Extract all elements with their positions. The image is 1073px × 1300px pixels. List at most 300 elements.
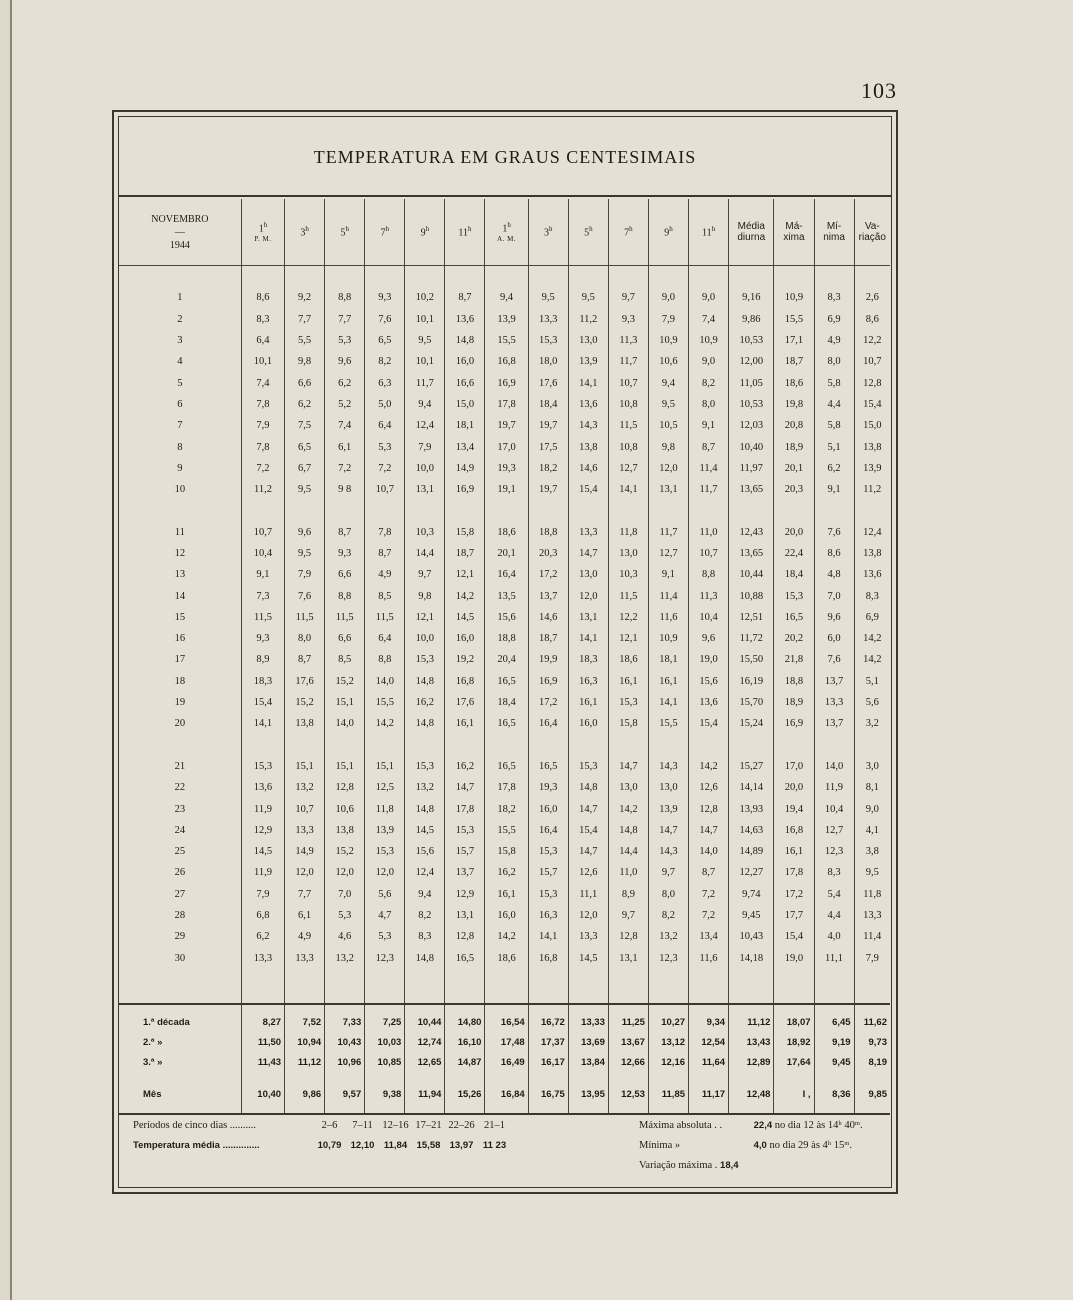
value-cell: 18,1 xyxy=(648,649,688,670)
value-cell: 8,7 xyxy=(689,862,729,883)
value-cell: 14,8 xyxy=(445,330,485,351)
value-cell: 15,2 xyxy=(325,671,365,692)
value-cell: 13,8 xyxy=(854,543,890,564)
summary-value: 16,75 xyxy=(528,1085,568,1105)
value-cell: 5,8 xyxy=(814,372,854,393)
day-cell: 16 xyxy=(174,633,186,645)
max-variation-label: Variação máxima . xyxy=(639,1160,718,1171)
value-cell: 9,86 xyxy=(729,309,774,330)
period-temp: 10,79 xyxy=(317,1140,342,1151)
value-cell: 16,5 xyxy=(485,756,528,777)
hour-header xyxy=(648,199,688,266)
summary-value: 10,27 xyxy=(648,1013,688,1033)
value-cell: 14,7 xyxy=(568,798,608,819)
spacer-cell xyxy=(285,969,325,1004)
value-cell: 7,6 xyxy=(285,585,325,606)
value-cell: 8,8 xyxy=(365,649,405,670)
decade-gap-row xyxy=(119,735,890,756)
value-cell: 17,5 xyxy=(528,436,568,457)
period-temp: 12,10 xyxy=(350,1140,375,1151)
value-cell: 6,2 xyxy=(241,926,284,947)
value-cell: 9,2 xyxy=(285,287,325,308)
gap-cell xyxy=(774,735,814,756)
summary-value: 16,10 xyxy=(445,1033,485,1053)
value-cell: 19,9 xyxy=(528,649,568,670)
summary-value: 10,40 xyxy=(241,1085,284,1105)
value-cell: 15,3 xyxy=(528,884,568,905)
value-cell: 13,1 xyxy=(405,479,445,500)
gap-cell xyxy=(648,500,688,521)
minima-header xyxy=(814,199,854,266)
spacer-cell xyxy=(689,969,729,1004)
value-cell: 16,1 xyxy=(648,671,688,692)
table-row xyxy=(119,692,890,713)
temp-mean-row xyxy=(133,1140,511,1156)
value-cell: 12,51 xyxy=(729,607,774,628)
value-cell: 12,43 xyxy=(729,522,774,543)
value-cell: 9 8 xyxy=(325,479,365,500)
value-cell: 13,0 xyxy=(648,777,688,798)
hour-suffix: h xyxy=(425,225,430,234)
value-cell: 11,72 xyxy=(729,628,774,649)
value-cell: 5,8 xyxy=(814,415,854,436)
summary-label: 3.ª » xyxy=(143,1057,163,1069)
table-row xyxy=(119,543,890,564)
gap-cell xyxy=(241,1073,284,1085)
summary-label: Mês xyxy=(143,1089,162,1101)
value-cell: 9,8 xyxy=(285,351,325,372)
summary-value: 17,48 xyxy=(485,1033,528,1053)
value-cell: 12,0 xyxy=(325,862,365,883)
spacer-cell xyxy=(729,266,774,288)
summary-value: 11,62 xyxy=(854,1013,890,1033)
day-cell: 21 xyxy=(174,760,186,772)
period-range: 22–26 xyxy=(448,1120,475,1131)
table-row xyxy=(119,926,890,947)
gap-cell xyxy=(608,735,648,756)
value-cell: 14,7 xyxy=(608,756,648,777)
gap-cell xyxy=(568,1073,608,1085)
value-cell: 12,9 xyxy=(241,820,284,841)
value-cell: 13,3 xyxy=(568,926,608,947)
value-cell: 14,7 xyxy=(648,820,688,841)
value-cell: 16,9 xyxy=(485,372,528,393)
value-cell: 16,3 xyxy=(528,905,568,926)
value-cell: 13,8 xyxy=(285,713,325,734)
value-cell: 12,6 xyxy=(568,862,608,883)
value-cell: 14,8 xyxy=(568,777,608,798)
value-cell: 15,0 xyxy=(445,394,485,415)
value-cell: 14,8 xyxy=(608,820,648,841)
day-cell: 3 xyxy=(177,335,183,347)
value-cell: 10,9 xyxy=(774,287,814,308)
value-cell: 14,2 xyxy=(854,628,890,649)
summary-value: 11,43 xyxy=(241,1053,284,1073)
value-cell: 11,7 xyxy=(648,522,688,543)
value-cell: 13,2 xyxy=(325,948,365,969)
table-row xyxy=(119,756,890,777)
spacer-cell xyxy=(729,969,774,1004)
value-cell: 12,1 xyxy=(445,564,485,585)
period-range: 2–6 xyxy=(321,1120,338,1131)
gap-cell xyxy=(485,1073,528,1085)
value-cell: 12,7 xyxy=(608,458,648,479)
value-cell: 14,1 xyxy=(568,372,608,393)
value-cell: 11,3 xyxy=(608,330,648,351)
value-cell: 5,6 xyxy=(854,692,890,713)
value-cell: 14,8 xyxy=(405,948,445,969)
value-cell: 4,7 xyxy=(365,905,405,926)
summary-value: 14,80 xyxy=(445,1013,485,1033)
day-cell: 15 xyxy=(174,611,186,623)
value-cell: 11,97 xyxy=(729,458,774,479)
value-cell: 14,0 xyxy=(689,841,729,862)
summary-value: 15,26 xyxy=(445,1085,485,1105)
value-cell: 15,7 xyxy=(528,862,568,883)
value-cell: 14,2 xyxy=(365,713,405,734)
spacer-cell xyxy=(325,969,365,1004)
value-cell: 8,0 xyxy=(689,394,729,415)
spacer-cell xyxy=(445,266,485,288)
hour-suffix: h xyxy=(669,225,673,234)
value-cell: 9,8 xyxy=(405,585,445,606)
value-cell: 18,6 xyxy=(485,522,528,543)
value-cell: 7,8 xyxy=(241,436,284,457)
spacer-cell xyxy=(405,969,445,1004)
spacer-cell xyxy=(325,1004,365,1013)
value-cell: 9,4 xyxy=(485,287,528,308)
summary-value: 11,85 xyxy=(648,1085,688,1105)
day-cell: 28 xyxy=(174,910,186,922)
value-cell: 18,7 xyxy=(445,543,485,564)
value-cell: 6,2 xyxy=(325,372,365,393)
media-diurna-header-line1: Média xyxy=(737,221,765,232)
table-row xyxy=(119,671,890,692)
value-cell: 15,1 xyxy=(285,756,325,777)
value-cell: 16,1 xyxy=(445,713,485,734)
value-cell: 19,0 xyxy=(774,948,814,969)
summary-row xyxy=(119,1053,890,1073)
value-cell: 16,5 xyxy=(774,607,814,628)
day-cell: 9 xyxy=(177,462,183,474)
value-cell: 11,5 xyxy=(285,607,325,628)
summary-value: 7,25 xyxy=(365,1013,405,1033)
value-cell: 10,4 xyxy=(241,543,284,564)
value-cell: 8,6 xyxy=(854,309,890,330)
value-cell: 16,1 xyxy=(774,841,814,862)
day-cell: 6 xyxy=(177,398,183,410)
value-cell: 15,5 xyxy=(774,309,814,330)
value-cell: 13,6 xyxy=(854,564,890,585)
value-cell: 19,0 xyxy=(689,649,729,670)
value-cell: 8,7 xyxy=(689,436,729,457)
value-cell: 12,8 xyxy=(854,372,890,393)
spacer-cell xyxy=(405,266,445,288)
day-cell: 30 xyxy=(174,952,186,964)
value-cell: 10,0 xyxy=(405,628,445,649)
value-cell: 6,5 xyxy=(365,330,405,351)
value-cell: 15,3 xyxy=(445,820,485,841)
table-row xyxy=(119,628,890,649)
value-cell: 16,5 xyxy=(485,713,528,734)
value-cell: 14,2 xyxy=(485,926,528,947)
value-cell: 13,5 xyxy=(485,585,528,606)
value-cell: 13,3 xyxy=(241,948,284,969)
value-cell: 4,1 xyxy=(854,820,890,841)
value-cell: 18,7 xyxy=(528,628,568,649)
value-cell: 9,5 xyxy=(285,543,325,564)
spacer-cell xyxy=(365,266,405,288)
max-variation-value: 18,4 xyxy=(720,1160,739,1171)
summary-gap xyxy=(119,1073,890,1085)
value-cell: 11,1 xyxy=(814,948,854,969)
value-cell: 17,6 xyxy=(445,692,485,713)
summary-value: 9,38 xyxy=(365,1085,405,1105)
value-cell: 14,89 xyxy=(729,841,774,862)
value-cell: 4,4 xyxy=(814,394,854,415)
value-cell: 20,0 xyxy=(774,777,814,798)
value-cell: 19,7 xyxy=(528,479,568,500)
value-cell: 7,4 xyxy=(689,309,729,330)
summary-value: 12,66 xyxy=(608,1053,648,1073)
summary-value: 10,94 xyxy=(285,1033,325,1053)
summary-value: 13,43 xyxy=(729,1033,774,1053)
value-cell: 13,3 xyxy=(814,692,854,713)
value-cell: 8,9 xyxy=(241,649,284,670)
value-cell: 13,1 xyxy=(608,948,648,969)
hour-period: P. M. xyxy=(254,235,272,244)
value-cell: 15,24 xyxy=(729,713,774,734)
gap-cell xyxy=(568,735,608,756)
hour-label: 11 xyxy=(701,227,712,239)
value-cell: 12,4 xyxy=(405,862,445,883)
day-cell: 24 xyxy=(174,824,186,836)
value-cell: 16,8 xyxy=(528,948,568,969)
value-cell: 10,8 xyxy=(608,436,648,457)
day-cell: 11 xyxy=(174,526,185,538)
value-cell: 12,5 xyxy=(365,777,405,798)
value-cell: 15,3 xyxy=(405,756,445,777)
value-cell: 13,1 xyxy=(445,905,485,926)
value-cell: 14,6 xyxy=(528,607,568,628)
value-cell: 8,0 xyxy=(285,628,325,649)
summary-value: 13,84 xyxy=(568,1053,608,1073)
gap-cell xyxy=(528,500,568,521)
summary-value: 9,45 xyxy=(814,1053,854,1073)
value-cell: 7,2 xyxy=(689,905,729,926)
value-cell: 9,8 xyxy=(648,436,688,457)
day-cell: 7 xyxy=(177,420,183,432)
value-cell: 9,3 xyxy=(241,628,284,649)
gap-cell xyxy=(325,735,365,756)
value-cell: 17,7 xyxy=(774,905,814,926)
value-cell: 6,1 xyxy=(285,905,325,926)
title-rule xyxy=(119,195,891,197)
spacer-cell xyxy=(485,1004,528,1013)
spacer-cell xyxy=(568,266,608,288)
max-absolute-text: no dia 12 às 14ʰ 40ᵐ. xyxy=(774,1120,863,1131)
value-cell: 7,4 xyxy=(325,415,365,436)
value-cell: 11,7 xyxy=(608,351,648,372)
summary-value: 12,48 xyxy=(729,1085,774,1105)
hour-suffix: h xyxy=(507,220,511,229)
summary-value: 17,37 xyxy=(528,1033,568,1053)
spacer-cell xyxy=(445,1004,485,1013)
spacer-cell xyxy=(528,266,568,288)
value-cell: 11,9 xyxy=(241,862,284,883)
value-cell: 8,2 xyxy=(405,905,445,926)
hour-header xyxy=(365,199,405,266)
summary-value: 12,53 xyxy=(608,1085,648,1105)
spacer-row xyxy=(119,266,890,288)
spacer-cell xyxy=(774,969,814,1004)
value-cell: 10,53 xyxy=(729,330,774,351)
value-cell: 7,7 xyxy=(285,884,325,905)
value-cell: 16,5 xyxy=(445,948,485,969)
value-cell: 14,63 xyxy=(729,820,774,841)
value-cell: 11,4 xyxy=(689,458,729,479)
value-cell: 14,1 xyxy=(241,713,284,734)
value-cell: 16,0 xyxy=(528,798,568,819)
spacer-cell xyxy=(854,1004,890,1013)
value-cell: 16,5 xyxy=(528,756,568,777)
value-cell: 10,2 xyxy=(405,287,445,308)
value-cell: 18,7 xyxy=(774,351,814,372)
value-cell: 14,1 xyxy=(528,926,568,947)
value-cell: 9,7 xyxy=(648,862,688,883)
table-row xyxy=(119,777,890,798)
value-cell: 15,3 xyxy=(528,841,568,862)
value-cell: 8,9 xyxy=(608,884,648,905)
value-cell: 12,0 xyxy=(568,585,608,606)
summary-value: 6,45 xyxy=(814,1013,854,1033)
value-cell: 19,7 xyxy=(528,415,568,436)
value-cell: 14,3 xyxy=(648,756,688,777)
hour-label: 5 xyxy=(584,227,590,239)
spacer-cell xyxy=(528,1004,568,1013)
value-cell: 19,3 xyxy=(485,458,528,479)
value-cell: 16,8 xyxy=(445,671,485,692)
spacer-cell xyxy=(648,969,688,1004)
value-cell: 9,4 xyxy=(405,394,445,415)
value-cell: 10,7 xyxy=(608,372,648,393)
summary-value: 13,33 xyxy=(568,1013,608,1033)
period-temp: 11 23 xyxy=(482,1140,507,1151)
gap-cell xyxy=(405,735,445,756)
value-cell: 10,88 xyxy=(729,585,774,606)
value-cell: 15,4 xyxy=(689,713,729,734)
spacer-cell xyxy=(648,1004,688,1013)
gap-cell xyxy=(325,1073,365,1085)
periods-label: Períodos de cinco dias .......... xyxy=(133,1120,257,1131)
value-cell: 17,8 xyxy=(485,394,528,415)
maxima-header xyxy=(774,199,814,266)
value-cell: 10,6 xyxy=(325,798,365,819)
value-cell: 19,3 xyxy=(528,777,568,798)
value-cell: 3,2 xyxy=(854,713,890,734)
day-cell: 19 xyxy=(174,697,186,709)
summary-value: 11,25 xyxy=(608,1013,648,1033)
value-cell: 6,7 xyxy=(285,458,325,479)
value-cell: 4,8 xyxy=(814,564,854,585)
max-absolute xyxy=(639,1120,863,1131)
value-cell: 18,8 xyxy=(485,628,528,649)
day-cell: 18 xyxy=(174,675,186,687)
table-row xyxy=(119,351,890,372)
value-cell: 14,2 xyxy=(608,798,648,819)
summary-value: 11,12 xyxy=(285,1053,325,1073)
value-cell: 12,3 xyxy=(814,841,854,862)
value-cell: 8,3 xyxy=(814,287,854,308)
day-cell: 8 xyxy=(177,441,183,453)
value-cell: 18,8 xyxy=(528,522,568,543)
spacer-cell xyxy=(119,969,241,1004)
summary-value: 9,34 xyxy=(689,1013,729,1033)
value-cell: 15,1 xyxy=(325,756,365,777)
gap-cell xyxy=(854,500,890,521)
value-cell: 6,9 xyxy=(814,309,854,330)
value-cell: 8,1 xyxy=(854,777,890,798)
hour-suffix: h xyxy=(468,225,472,234)
value-cell: 12,1 xyxy=(405,607,445,628)
gap-cell xyxy=(241,500,284,521)
value-cell: 13,0 xyxy=(568,564,608,585)
value-cell: 8,3 xyxy=(405,926,445,947)
value-cell: 11,9 xyxy=(241,798,284,819)
day-cell: 4 xyxy=(177,356,183,368)
period-temp: 11,84 xyxy=(383,1140,408,1151)
summary-value: 10,43 xyxy=(325,1033,365,1053)
day-cell: 1 xyxy=(177,292,183,304)
value-cell: 8,0 xyxy=(648,884,688,905)
value-cell: 13,8 xyxy=(568,436,608,457)
gap-cell xyxy=(689,1073,729,1085)
gap-cell xyxy=(648,1073,688,1085)
value-cell: 9,5 xyxy=(285,479,325,500)
value-cell: 7,6 xyxy=(814,522,854,543)
table-row xyxy=(119,607,890,628)
value-cell: 10,4 xyxy=(689,607,729,628)
value-cell: 13,9 xyxy=(485,309,528,330)
value-cell: 7,8 xyxy=(365,522,405,543)
day-cell: 2 xyxy=(177,313,183,325)
table-row xyxy=(119,862,890,883)
value-cell: 7,0 xyxy=(814,585,854,606)
day-cell: 14 xyxy=(174,590,186,602)
spacer-cell xyxy=(241,1004,284,1013)
value-cell: 8,8 xyxy=(689,564,729,585)
value-cell: 20,4 xyxy=(485,649,528,670)
summary-label: 2.ª » xyxy=(143,1037,163,1049)
value-cell: 17,2 xyxy=(528,564,568,585)
hour-label: 1 xyxy=(258,223,264,235)
value-cell: 19,7 xyxy=(485,415,528,436)
day-cell: 25 xyxy=(174,846,186,858)
value-cell: 15,6 xyxy=(689,671,729,692)
summary-value: 7,33 xyxy=(325,1013,365,1033)
gap-cell xyxy=(325,500,365,521)
value-cell: 7,7 xyxy=(285,309,325,330)
day-cell: 26 xyxy=(174,867,186,879)
table-row xyxy=(119,287,890,308)
spacer-cell xyxy=(285,1004,325,1013)
value-cell: 22,4 xyxy=(774,543,814,564)
value-cell: 10,9 xyxy=(689,330,729,351)
value-cell: 9,1 xyxy=(648,564,688,585)
min-absolute xyxy=(639,1140,852,1151)
hour-suffix: h xyxy=(345,225,349,234)
value-cell: 14,18 xyxy=(729,948,774,969)
